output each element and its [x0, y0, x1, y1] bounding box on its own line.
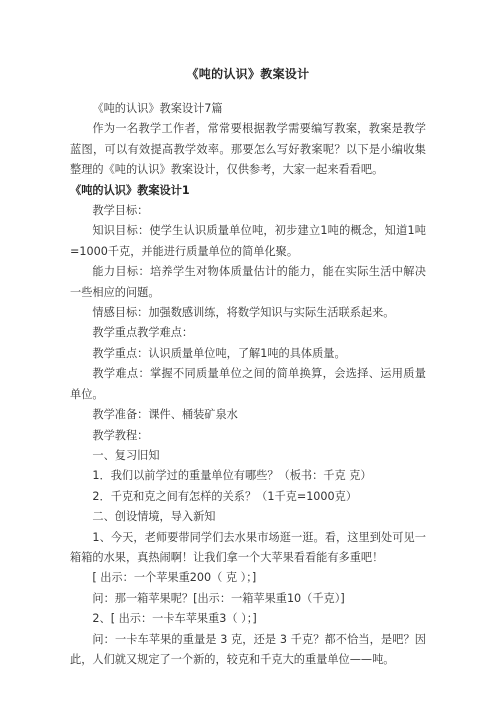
- document-title: 《吨的认识》教案设计: [186, 67, 310, 81]
- review-question-1: 1．我们以前学过的重量单位有哪些？（板书：千克 克）: [92, 469, 372, 483]
- intro-heading: 《吨的认识》教案设计7篇: [92, 102, 223, 115]
- emotion-goal: 情感目标：加强数感训练，将数学知识与实际生活联系起来。: [92, 306, 395, 320]
- ability-goal: 能力目标：培养学生对物体质量估计的能力，能在实际生活中解决一些相应的问题。: [70, 265, 426, 299]
- teaching-preparation: 教学准备：课件、桶装矿泉水: [92, 408, 238, 422]
- display-truck: 2、[ 出示：一卡车苹果重3（ ）；]: [92, 612, 257, 626]
- intro-paragraph: 作为一名教学工作者，常常要根据教学需要编写教案，教案是教学蓝图，可以有效提高教学效率。那要怎么写好教案呢？以下是小编收集整理的《吨的认识》教案设计，仅供参考，大家一起来看看吧。: [70, 122, 426, 177]
- step-scenario: 二、创设情境，导入新知: [92, 510, 216, 524]
- step-review: 一、复习旧知: [92, 448, 160, 462]
- teaching-process-label: 教学教程：: [92, 428, 149, 442]
- key-point: 教学重点：认识质量单位吨，了解1吨的具体质量。: [92, 346, 346, 360]
- question-box-apples: 问：那一箱苹果呢？[出示：一箱苹果重10（千克）]: [92, 591, 345, 605]
- key-points-label: 教学重点教学难点：: [92, 326, 194, 340]
- teaching-goals-label: 教学目标：: [92, 204, 149, 218]
- question-truck: 问：一卡车苹果的重量是 3 克，还是 3 千克？都不恰当，是吧？因此，人们就又规定了一个新的，较克和千克大的重量单位——吨。: [70, 632, 426, 666]
- difficult-point: 教学难点：掌握不同质量单位之间的简单换算，会选择、运用质量单位。: [70, 367, 426, 401]
- review-question-2: 2．千克和克之间有怎样的关系？（1千克=1000克）: [92, 489, 358, 503]
- section-heading: 《吨的认识》教案设计1: [70, 183, 190, 197]
- knowledge-goal: 知识目标：使学生认识质量单位吨，初步建立1吨的概念，知道1吨=1000千克，并能进行质量单位的简单化聚。: [70, 224, 426, 258]
- display-apple: [ 出示：一个苹果重200（ 克 ）；]: [92, 571, 257, 585]
- scenario-paragraph: 1、今天，老师要带同学们去水果市场逛一逛。看，这里到处可见一箱箱的水果，真热闹啊！让我们拿一个大苹果看看能有多重吧！: [70, 530, 426, 564]
